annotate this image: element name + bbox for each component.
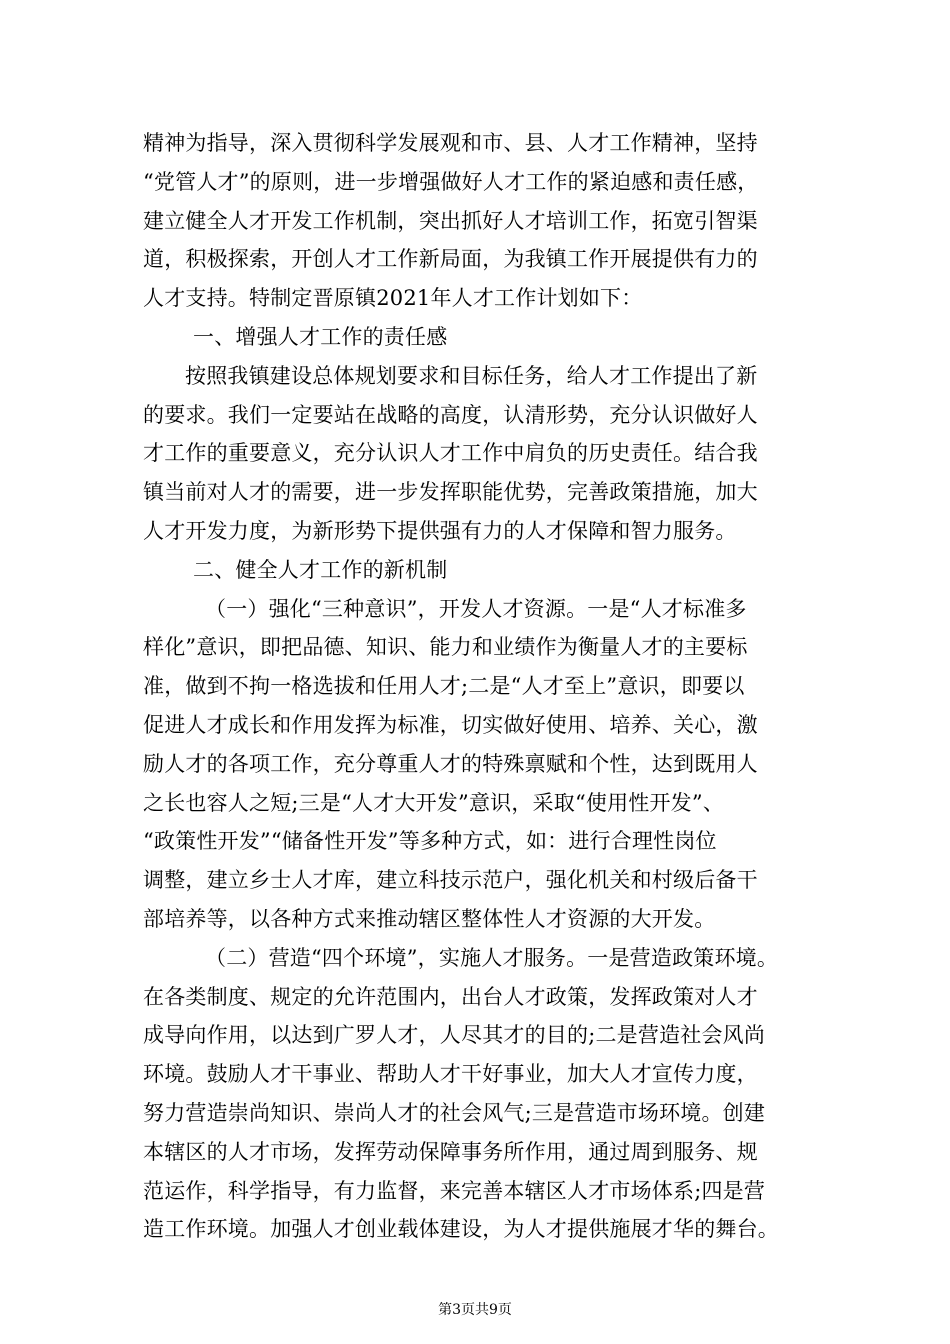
body-line: 促进人才成长和作用发挥为标准，切实做好使用、培养、关心，激 <box>143 712 758 737</box>
section-heading-2: 二、健全人才工作的新机制 <box>193 557 448 582</box>
body-line: 镇当前对人才的需要，进一步发挥职能优势，完善政策措施，加大 <box>143 480 758 505</box>
body-line: 调整，建立乡士人才库，建立科技示范户，强化机关和村级后备干 <box>143 868 758 893</box>
body-line: “党管人才”的原则，进一步增强做好人才工作的紧迫感和责任感， <box>143 169 759 194</box>
body-line: 才工作的重要意义，充分认识人才工作中肩负的历史责任。结合我 <box>143 441 758 466</box>
body-line: 在各类制度、规定的允许范围内，出台人才政策，发挥政策对人才 <box>143 984 758 1009</box>
body-line: 之长也容人之短;三是“人才大开发”意识，采取“使用性开发”、 <box>143 790 725 815</box>
body-line: （一）强化“三种意识”，开发人才资源。一是“人才标准多 <box>205 596 747 621</box>
body-line: （二）营造“四个环境”，实施人才服务。一是营造政策环境。 <box>205 945 779 970</box>
body-line: 造工作环境。加强人才创业载体建设，为人才提供施展才华的舞台。 <box>143 1217 779 1242</box>
body-line: 范运作，科学指导，有力监督，来完善本辖区人才市场体系;四是营 <box>143 1178 766 1203</box>
body-line: 精神为指导，深入贯彻科学发展观和市、县、人才工作精神，坚持 <box>143 131 758 155</box>
body-line: 样化”意识，即把品德、知识、能力和业绩作为衡量人才的主要标 <box>143 635 748 660</box>
body-line: 励人才的各项工作，充分尊重人才的特殊禀赋和个性，达到既用人 <box>143 751 758 776</box>
body-line: 人才开发力度，为新形势下提供强有力的人才保障和智力服务。 <box>143 518 737 543</box>
body-line: 建立健全人才开发工作机制，突出抓好人才培训工作，拓宽引智渠 <box>143 208 758 233</box>
body-line: 人才支持。特制定晋原镇2021年人才工作计划如下： <box>143 286 643 311</box>
body-line: 准，做到不拘一格选拔和任用人才;二是“人才至上”意识，即要以 <box>143 674 745 699</box>
body-line: 环境。鼓励人才干事业、帮助人才干好事业，加大人才宣传力度， <box>143 1062 758 1087</box>
body-line: 努力营造崇尚知识、崇尚人才的社会风气;三是营造市场环境。创建 <box>143 1100 766 1125</box>
body-line: 成导向作用，以达到广罗人才，人尽其才的目的;二是营造社会风尚 <box>143 1023 766 1048</box>
page-footer <box>0 1300 950 1320</box>
section-heading-1: 一、增强人才工作的责任感 <box>193 324 448 349</box>
document-body <box>143 124 815 1249</box>
body-line: 本辖区的人才市场，发挥劳动保障事务所作用，通过周到服务、规 <box>143 1139 758 1164</box>
body-line: 部培养等，以各种方式来推动辖区整体性人才资源的大开发。 <box>143 906 716 931</box>
body-line: 道，积极探索，开创人才工作新局面，为我镇工作开展提供有力的 <box>143 247 758 272</box>
body-line: 按照我镇建设总体规划要求和目标任务，给人才工作提出了新 <box>185 363 758 388</box>
page-number: 第3页共9页 <box>438 1302 512 1318</box>
body-line: 的要求。我们一定要站在战略的高度，认清形势，充分认识做好人 <box>143 402 758 427</box>
body-line: “政策性开发”“储备性开发”等多种方式，如：进行合理性岗位 <box>143 829 717 854</box>
